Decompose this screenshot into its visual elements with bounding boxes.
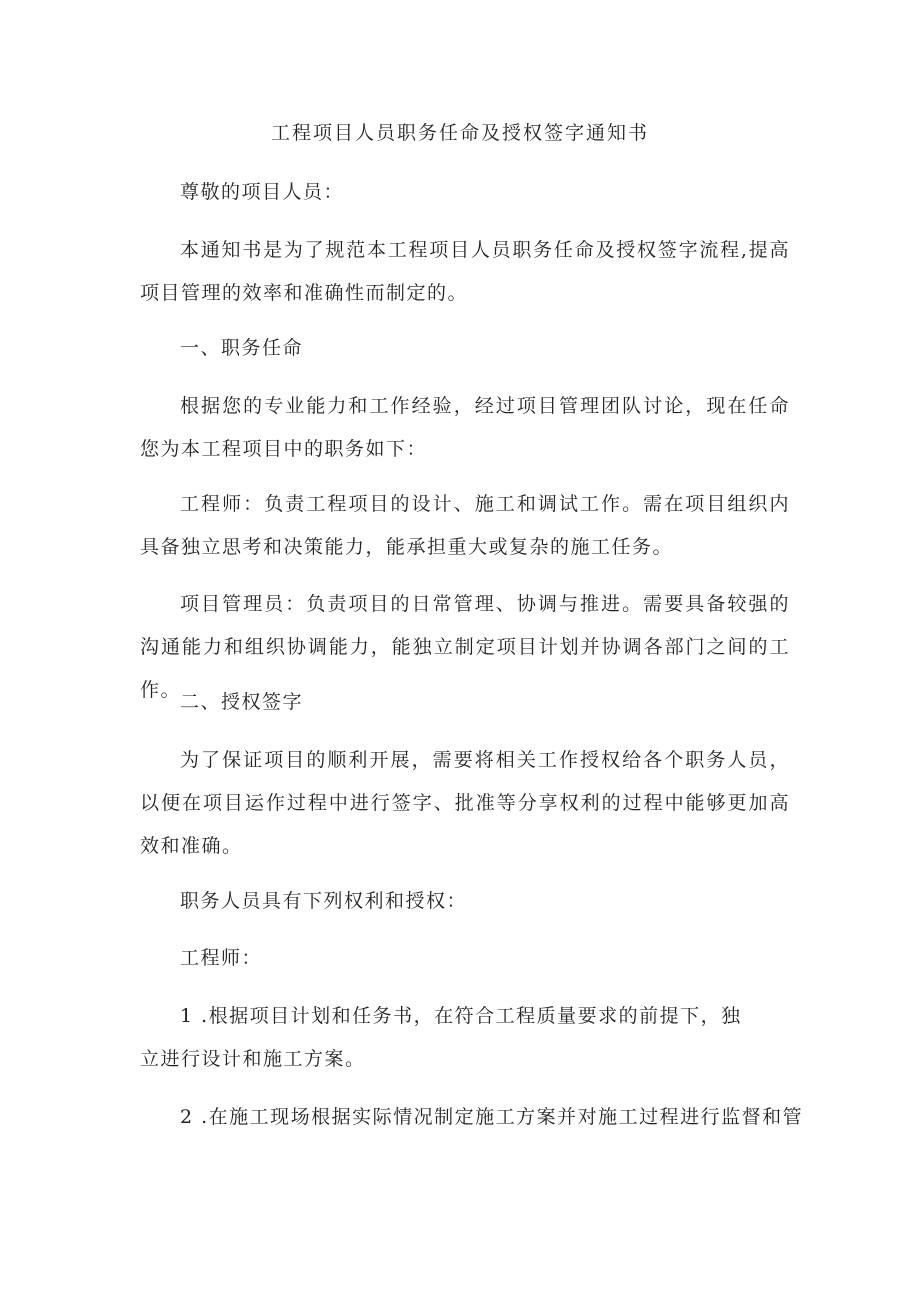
section2-heading: 二、授权签字 — [180, 691, 304, 713]
item-1-line-2: 立进行设计和施工方案。 — [140, 1048, 366, 1070]
engineer-label: 工程师： — [180, 947, 263, 969]
document-title: 工程项目人员职务任命及授权签字通知书 — [270, 122, 649, 144]
role-engineer: 工程师：负责工程项目的设计、施工和调试工作。需在项目组织内具备独立思考和决策能力，能承担重大或复杂的施工任务。 — [140, 493, 790, 558]
greeting: 尊敬的项目人员： — [180, 181, 345, 203]
section1-heading: 一、职务任命 — [180, 337, 304, 359]
section1-intro: 根据您的专业能力和工作经验，经过项目管理团队讨论，现在任命您为本工程项目中的职务如下： — [140, 395, 790, 460]
section2-intro: 为了保证项目的顺利开展，需要将相关工作授权给各个职务人员，以便在项目运作过程中进行签字、批准等分享权利的过程中能够更加高效和准确。 — [140, 749, 790, 857]
item-1-line-1: 1 .根据项目计划和任务书，在符合工程质量要求的前提下，独 — [180, 1005, 742, 1027]
rights-intro: 职务人员具有下列权利和授权： — [180, 890, 468, 912]
role-manager: 项目管理员：负责项目的日常管理、协调与推进。需要具备较强的沟通能力和组织协调能力，能独立制定项目计划并协调各部门之间的工作。 — [140, 593, 790, 701]
item-2-line-1: 2 .在施工现场根据实际情况制定施工方案并对施工过程进行监督和管 — [180, 1106, 804, 1128]
intro-paragraph: 本通知书是为了规范本工程项目人员职务任命及授权签字流程,提高项目管理的效率和准确性而制定的。 — [140, 239, 790, 304]
